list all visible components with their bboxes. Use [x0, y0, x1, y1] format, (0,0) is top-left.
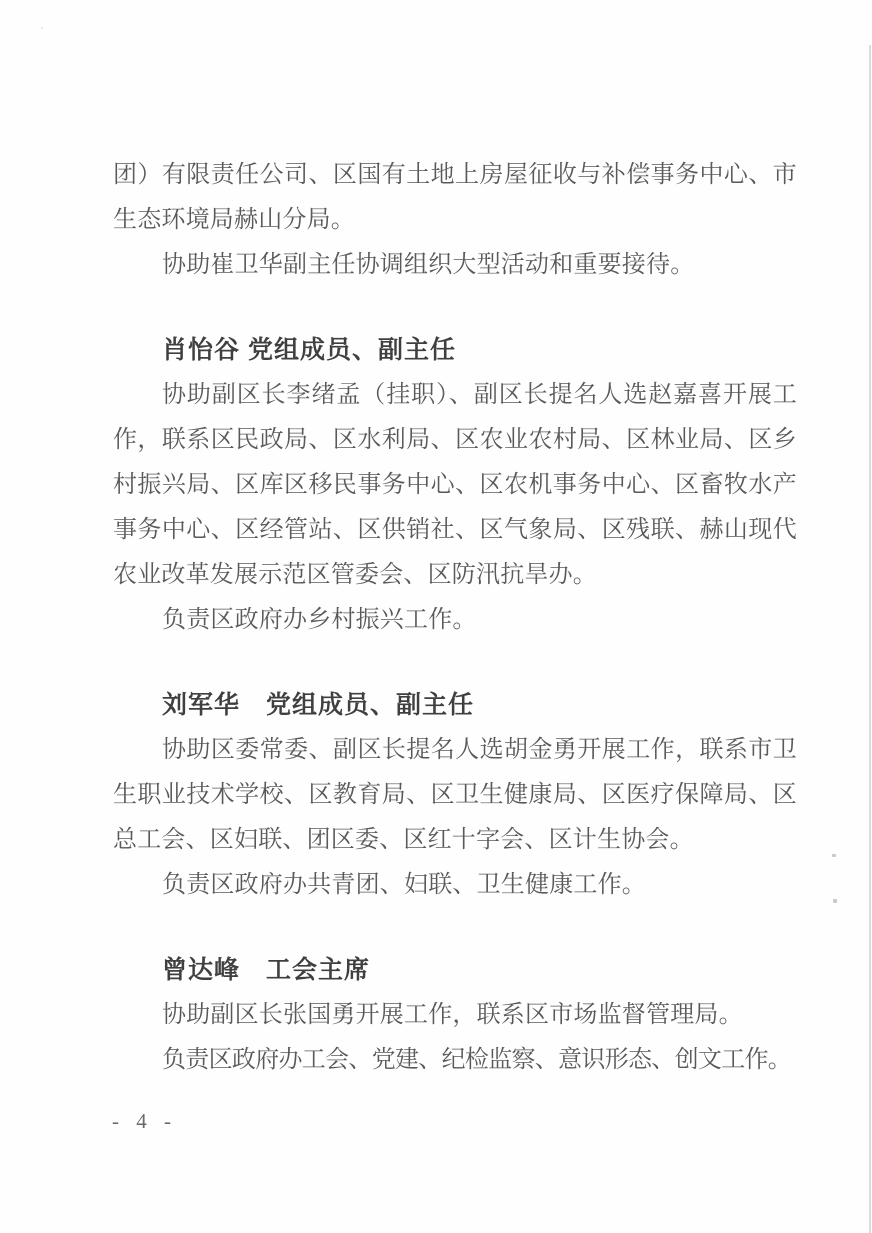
body-line: 团）有限责任公司、区国有土地上房屋征收与补偿事务中心、市: [113, 162, 797, 188]
section-heading-zeng-dafeng: 曾达峰 工会主席: [162, 956, 371, 984]
section-heading-liu-junhua: 刘军华 党组成员、副主任: [162, 691, 475, 719]
document-body: [113, 153, 797, 1083]
body-line: 作，联系区民政局、区水利局、区农业农村局、区林业局、区乡: [113, 427, 797, 453]
body-line: 生态环境局赫山分局。: [113, 207, 355, 233]
scan-speck: [832, 854, 836, 857]
body-line: 负责区政府办工会、党建、纪检监察、意识形态、创文工作。: [162, 1047, 792, 1073]
page-number: - 4 -: [112, 1109, 177, 1133]
body-line: 村振兴局、区库区移民事务中心、区农机事务中心、区畜牧水产: [113, 472, 797, 498]
body-line: 农业改革发展示范区管委会、区防汛抗旱办。: [113, 562, 597, 588]
body-line: 负责区政府办乡村振兴工作。: [162, 607, 477, 633]
body-line: 负责区政府办共青团、妇联、卫生健康工作。: [162, 872, 646, 898]
scan-speck: [41, 27, 43, 29]
body-line: 协助崔卫华副主任协调组织大型活动和重要接待。: [162, 252, 695, 278]
body-line: 总工会、区妇联、团区委、区红十字会、区计生协会。: [113, 827, 694, 853]
body-line: 生职业技术学校、区教育局、区卫生健康局、区医疗保障局、区: [113, 782, 797, 808]
section-heading-xiao-yigu: 肖怡谷 党组成员、副主任: [162, 336, 456, 364]
body-line: 协助副区长张国勇开展工作，联系区市场监督管理局。: [162, 1002, 743, 1028]
scan-speck: [833, 899, 837, 903]
body-line: 事务中心、区经管站、区供销社、区气象局、区残联、赫山现代: [113, 517, 797, 543]
body-line: 协助区委常委、副区长提名人选胡金勇开展工作，联系市卫: [162, 737, 797, 763]
body-line: 协助副区长李绪孟（挂职）、副区长提名人选赵嘉喜开展工: [162, 382, 797, 408]
scan-edge-artifact: [869, 45, 871, 1233]
